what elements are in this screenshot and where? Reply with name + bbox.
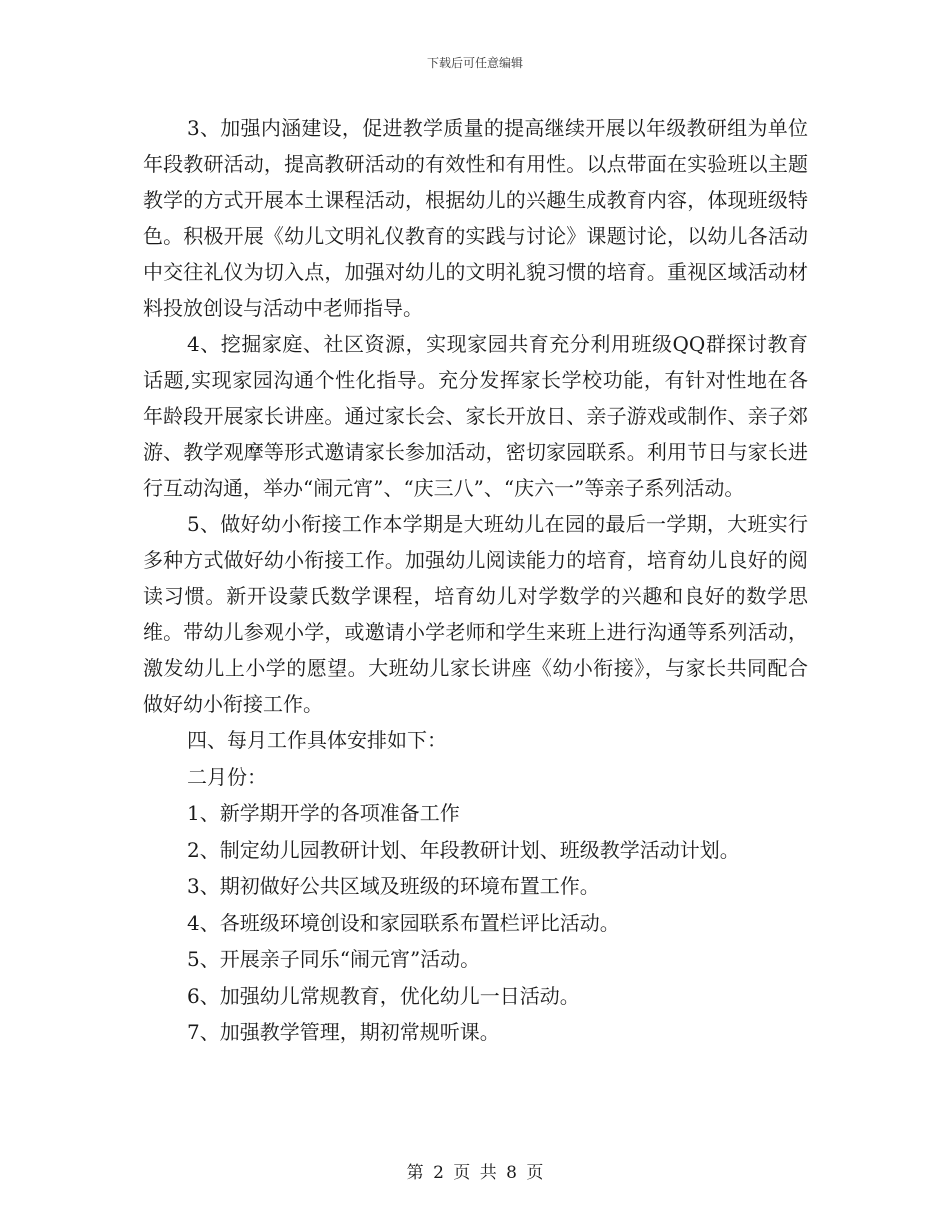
list-item: 4、各班级环境创设和家园联系布置栏评比活动。 xyxy=(187,910,620,935)
list-item: 2、制定幼儿园教研计划、年段教研计划、班级教学活动计划。 xyxy=(187,837,740,862)
paragraph-4-family-community: 4、挖掘家庭、社区资源，实现家园共育充分利用班级QQ群探讨教育话题,实现家园沟通个性化指导。充分发挥家长学校功能，有针对性地在各年龄段开展家长讲座。通过家长会、家长开放日、亲子游戏或制作、亲子郊游、教学观摩等形式邀请家长参加活动，密切家园联系。利用节日与家长进行互动沟通，举办“闹元宵”、“庆三八”、“庆六一”等亲子系列活动。 xyxy=(143,332,808,500)
page-header: 下载后可任意编辑 xyxy=(426,56,523,70)
page-footer: 第 2 页 共 8 页 xyxy=(406,1163,544,1183)
paragraph-5-transition: 5、做好幼小衔接工作本学期是大班幼儿在园的最后一学期，大班实行多种方式做好幼小衔接工作。加强幼儿阅读能力的培育，培育幼儿良好的阅读习惯。新开设蒙氏数学课程，培育幼儿对学数学的兴趣和良好的数学思维。带幼儿参观小学，或邀请小学老师和学生来班上进行沟通等系列活动，激发幼儿上小学的愿望。大班幼儿家长讲座《幼小衔接》，与家长共同配合做好幼小衔接工作。 xyxy=(143,512,808,716)
list-item: 7、加强教学管理，期初常规听课。 xyxy=(187,1020,500,1044)
month-heading: 二月份： xyxy=(187,764,267,789)
list-item: 1、新学期开学的各项准备工作 xyxy=(187,801,460,825)
paragraph-3-connotation: 3、加强内涵建设，促进教学质量的提高继续开展以年级教研组为单位年段教研活动，提高教研活动的有效性和有用性。以点带面在实验班以主题教学的方式开展本土课程活动，根据幼儿的兴趣生成教育内容，体现班级特色。积极开展《幼儿文明礼仪教育的实践与讨论》课题讨论，以幼儿各活动中交往礼仪为切入点，加强对幼儿的文明礼貌习惯的培育。重视区域活动材料投放创设与活动中老师指导。 xyxy=(143,116,808,320)
list-item: 5、开展亲子同乐“闹元宵”活动。 xyxy=(187,947,481,971)
document-body xyxy=(143,110,808,1051)
section-heading: 四、每月工作具体安排如下： xyxy=(187,728,447,752)
list-item: 3、期初做好公共区域及班级的环境布置工作。 xyxy=(187,874,600,898)
list-item: 6、加强幼儿常规教育，优化幼儿一日活动。 xyxy=(187,983,580,1008)
